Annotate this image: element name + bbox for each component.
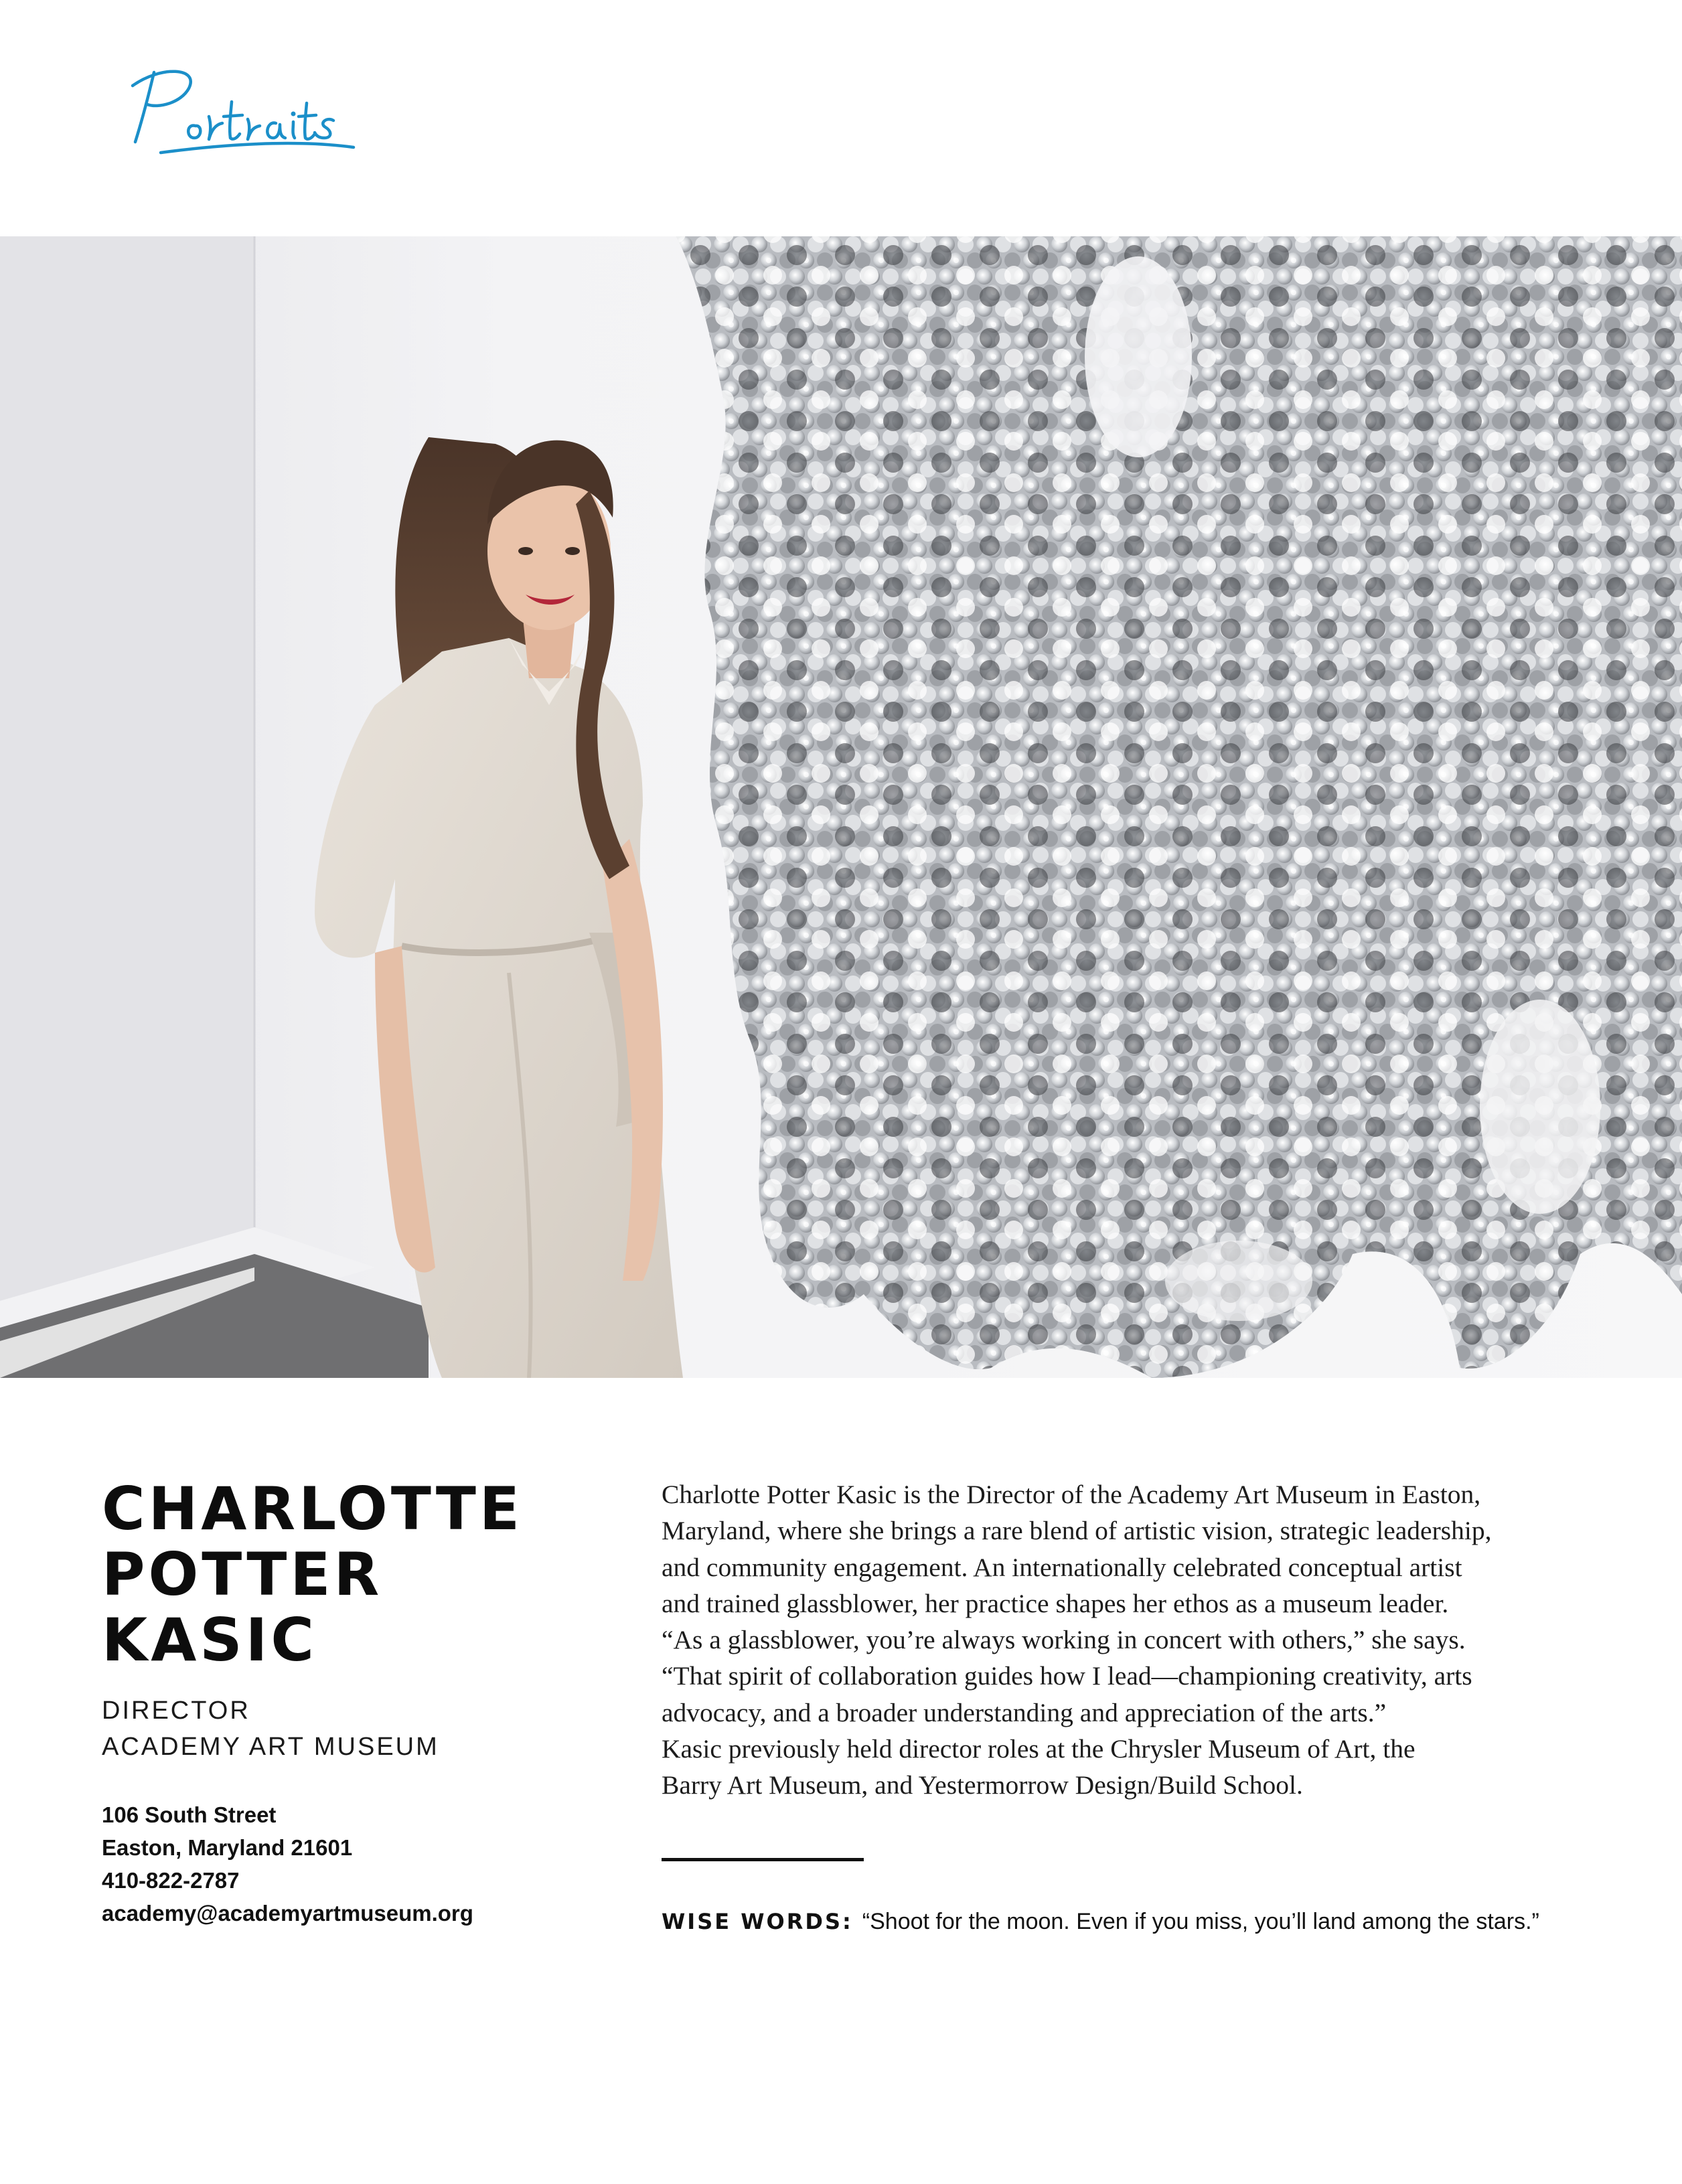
profile-title (102, 1693, 439, 1765)
bio-line: Charlotte Potter Kasic is the Director of the Academy Art Museum in Easton, (662, 1480, 1481, 1509)
portraits-section-logo (121, 47, 362, 161)
bio-line: Maryland, where she brings a rare blend of artistic vision, strategic leadership, (662, 1516, 1492, 1546)
portrait-photo (0, 236, 1682, 1378)
contact-block (102, 1798, 473, 1930)
profile-name-line: KASIC (102, 1606, 317, 1674)
section-divider (662, 1858, 864, 1861)
profile-name-line: CHARLOTTE (102, 1474, 524, 1543)
biography (662, 1476, 1599, 1804)
bio-line: advocacy, and a broader understanding and appreciation of the arts.” (662, 1697, 1387, 1727)
bio-line: Kasic previously held director roles at the Chrysler Museum of Art, the (662, 1734, 1416, 1764)
email-address: academy@academyartmuseum.org (102, 1901, 473, 1926)
organization-name: ACADEMY ART MUSEUM (102, 1733, 439, 1761)
bio-line: and trained glassblower, her practice shapes her ethos as a museum leader. (662, 1588, 1449, 1618)
wise-words (662, 1909, 1539, 1935)
address-city: Easton, Maryland 21601 (102, 1835, 353, 1860)
job-title: DIRECTOR (102, 1697, 250, 1725)
profile-name (102, 1476, 523, 1673)
bio-line: and community engagement. An internationally celebrated conceptual artist (662, 1552, 1462, 1582)
address-street: 106 South Street (102, 1802, 277, 1827)
bio-line: “As a glassblower, you’re always working in concert with others,” she says. (662, 1625, 1466, 1655)
profile-name-line: POTTER (102, 1540, 383, 1609)
bio-line: Barry Art Museum, and Yestermorrow Design/Build School. (662, 1770, 1303, 1800)
phone-number: 410-822-2787 (102, 1868, 240, 1893)
wise-words-label: WISE WORDS: (662, 1909, 853, 1934)
bio-line: “That spirit of collaboration guides how I lead—championing creativity, arts (662, 1661, 1472, 1691)
wise-words-quote: “Shoot for the moon. Even if you miss, you’ll land among the stars.” (862, 1909, 1539, 1934)
